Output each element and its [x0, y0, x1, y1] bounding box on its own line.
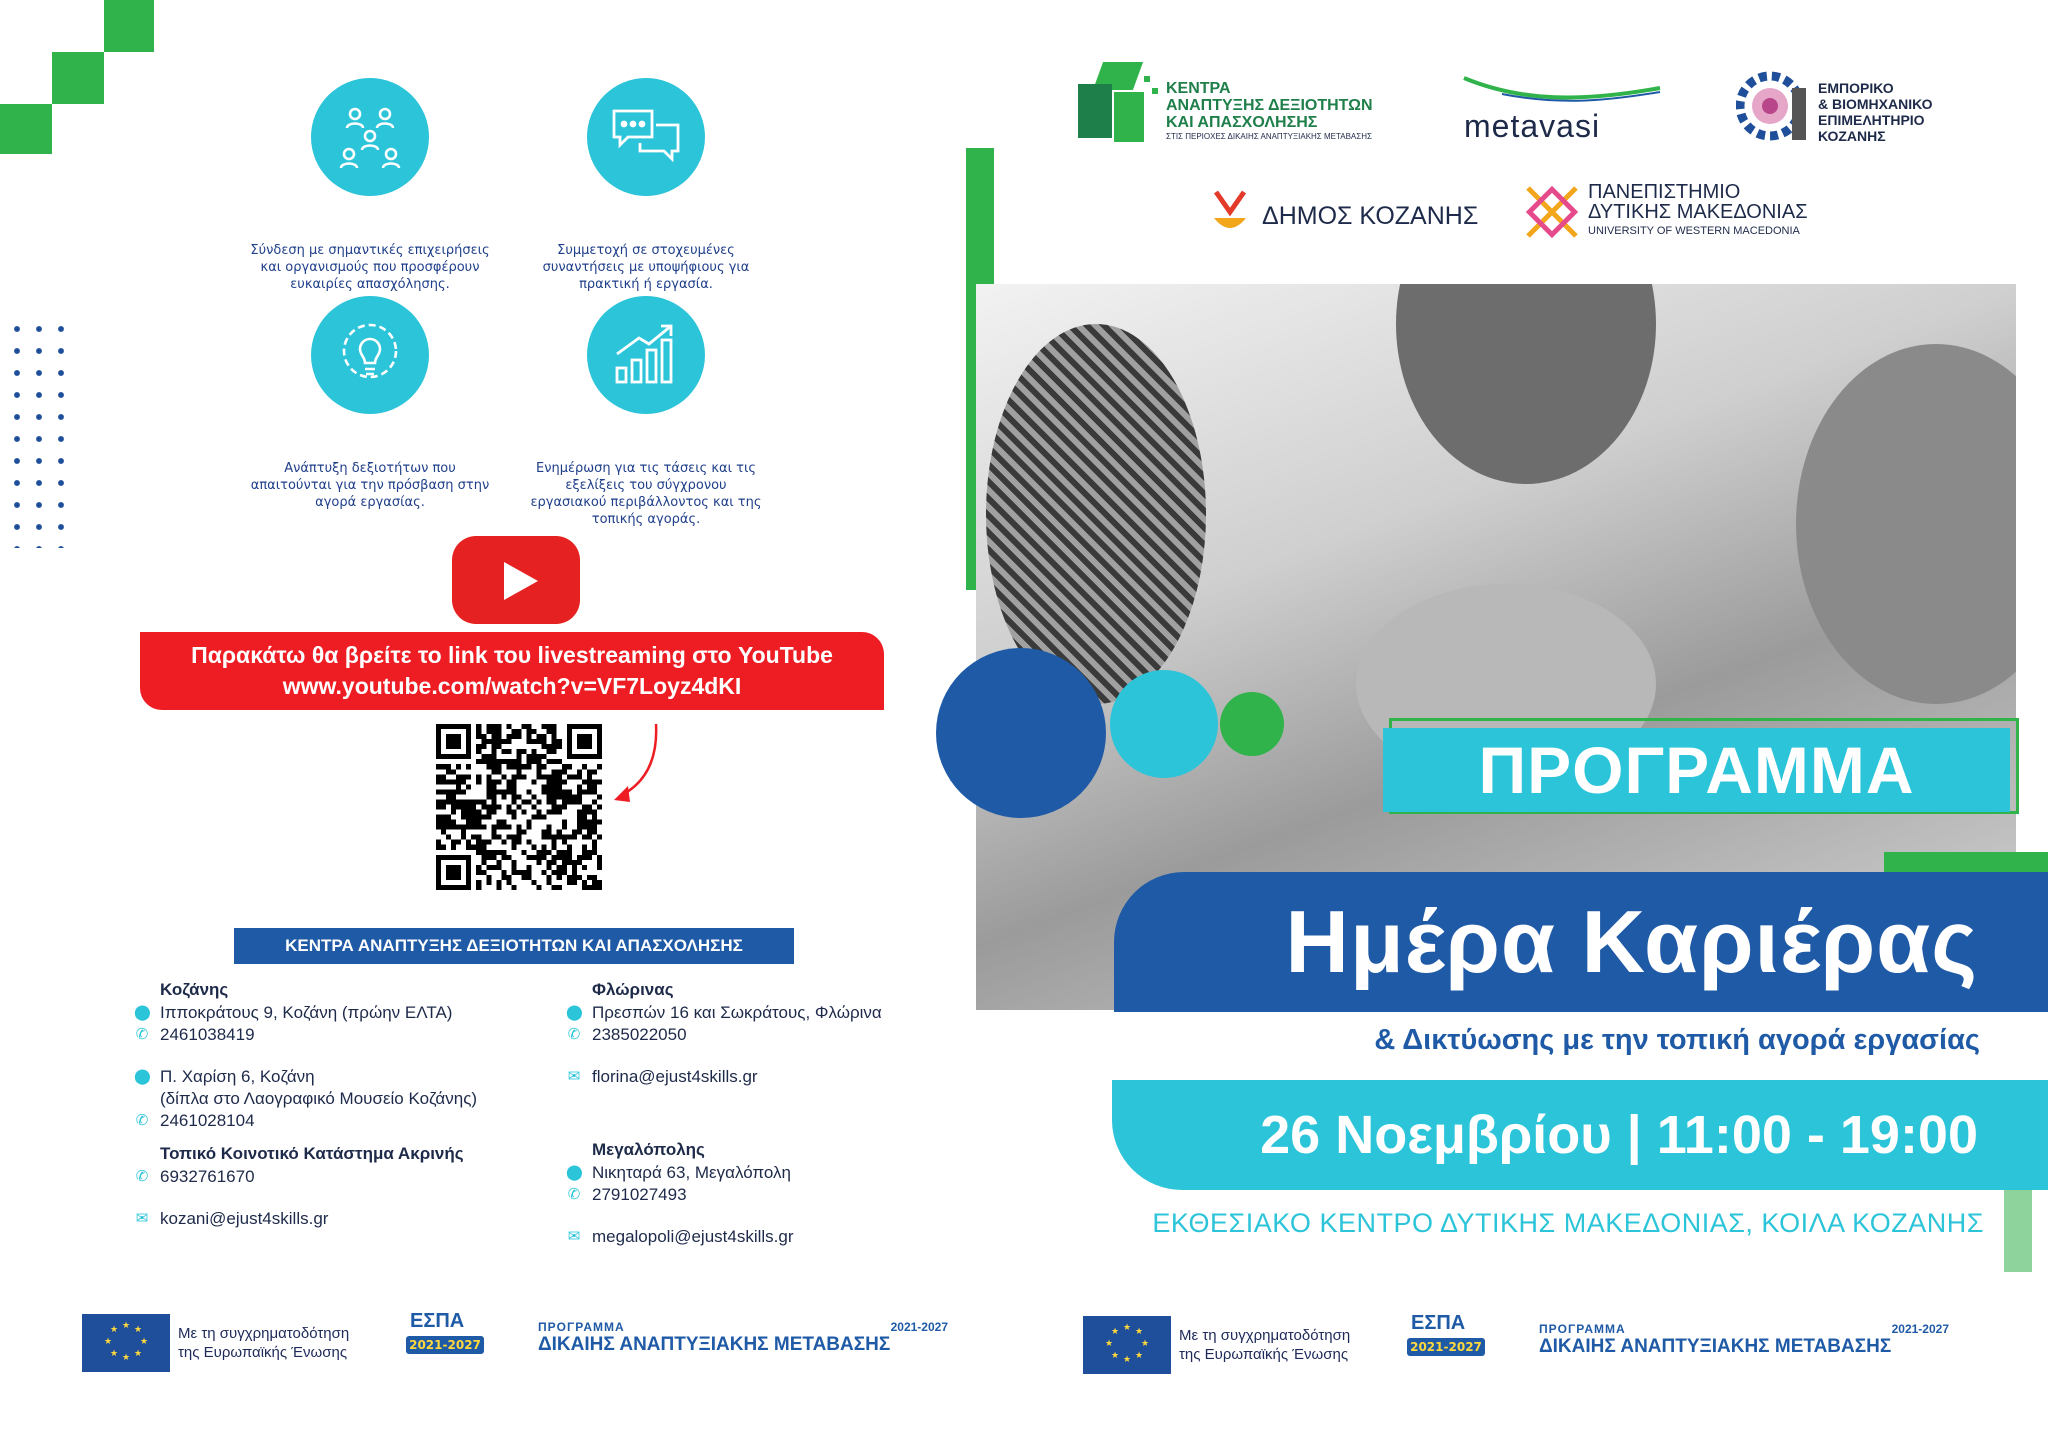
photo-person-shape [1396, 284, 1656, 484]
growth-chart-icon [587, 296, 705, 414]
phone-text: 6932761670 [160, 1167, 255, 1186]
phone-line [132, 1166, 477, 1188]
address-line [132, 1066, 477, 1088]
address-line [564, 1162, 794, 1184]
green-pixel-decoration [104, 0, 154, 52]
event-date-time: 26 Νοεμβρίου | 11:00 - 19:00 [1112, 1080, 2048, 1190]
chamber-line-3: ΕΠΙΜΕΛΗΤΗΡΙΟ [1818, 112, 1925, 128]
eu-line-1: Με τη συγχρηματοδότηση [1179, 1327, 1351, 1344]
espa-logo [1403, 1312, 1491, 1374]
youtube-banner-text: Παρακάτω θα βρείτε το link του livestreaming στο YouTube [191, 642, 833, 668]
phone-line [564, 1184, 794, 1206]
red-arrow-icon [608, 722, 668, 804]
email-text[interactable]: kozani@ejust4skills.gr [160, 1209, 329, 1228]
phone-text: 2385022050 [592, 1025, 687, 1044]
eu-line-1: Με τη συγχρηματοδότηση [178, 1325, 350, 1342]
kad-logo-icon [1078, 62, 1160, 152]
kad-line-3: ΚΑΙ ΑΠΑΣΧΟΛΗΣΗΣ [1166, 114, 1318, 131]
university-logo-text [1588, 182, 1808, 240]
university-emblem-icon [1522, 182, 1582, 242]
dimos-kozanis-logo: ΔΗΜΟΣ ΚΟΖΑΝΗΣ [1262, 202, 1479, 230]
benefit-item [250, 296, 490, 511]
phone-line [132, 1024, 477, 1046]
benefit-item [526, 296, 766, 528]
phone-line [132, 1110, 477, 1132]
program-years: 2021-2027 [1891, 1322, 1949, 1336]
espa-logo [402, 1310, 490, 1372]
chamber-logo-icon [1736, 68, 1810, 144]
chamber-logo-text [1818, 80, 1932, 144]
green-pixel-decoration [0, 104, 52, 154]
email-icon: ✉ [567, 1228, 581, 1245]
email-icon: ✉ [135, 1210, 149, 1227]
eu-flag-icon: ★ ★ ★ ★ ★ ★ ★ ★ [1083, 1316, 1171, 1374]
address-line [132, 1088, 477, 1110]
address-text: Ιπποκράτους 9, Κοζάνη (πρώην ΕΛΤΑ) [160, 1003, 453, 1022]
kad-logo-text [1166, 80, 1373, 143]
metavasi-swoosh-icon [1462, 72, 1662, 108]
program-big: ΔΙΚΑΙΗΣ ΑΝΑΠΤΥΞΙΑΚΗΣ ΜΕΤΑΒΑΣΗΣ [538, 1334, 891, 1355]
eu-funding-text [1179, 1326, 1350, 1364]
green-circle-decoration [1220, 692, 1284, 756]
blue-circle-decoration [936, 648, 1106, 818]
email-line[interactable] [564, 1066, 882, 1088]
program-big: ΔΙΚΑΙΗΣ ΑΝΑΠΤΥΞΙΑΚΗΣ ΜΕΤΑΒΑΣΗΣ [1539, 1336, 1892, 1357]
address-text: Π. Χαρίση 6, Κοζάνη [160, 1067, 315, 1086]
office-name: Φλώρινας [592, 980, 674, 999]
email-text[interactable]: florina@ejust4skills.gr [592, 1067, 758, 1086]
phone-icon: ✆ [135, 1168, 149, 1185]
photo-person-shape [986, 324, 1206, 704]
espa-years: 2021-2027 [1407, 1338, 1485, 1356]
email-text[interactable]: megalopoli@ejust4skills.gr [592, 1227, 794, 1246]
program-title-box [1383, 718, 2028, 820]
eu-flag-icon: ★ ★ ★ ★ ★ ★ ★ ★ [82, 1314, 170, 1372]
kentra-title-bar: ΚΕΝΤΡΑ ΑΝΑΠΤΥΞΗΣ ΔΕΞΙΟΤΗΤΩΝ ΚΑΙ ΑΠΑΣΧΟΛΗΣΗΣ [234, 928, 794, 964]
cyan-circle-decoration [1110, 670, 1218, 778]
location-pin-icon: ⬤ [134, 1004, 151, 1021]
program-title: ΠΡΟΓΡΑΜΜΑ [1383, 728, 2010, 812]
benefit-text: Ανάπτυξη δεξιοτήτων που απαιτούνται για την πρόσβαση στην αγορά εργασίας. [250, 461, 490, 510]
address-line [132, 1002, 477, 1024]
event-title: Ημέρα Καριέρας [1114, 872, 2048, 1012]
email-line[interactable] [132, 1208, 477, 1230]
phone-icon: ✆ [135, 1112, 149, 1129]
eu-funding-text [178, 1324, 349, 1362]
photo-person-shape [1796, 344, 2016, 704]
qr-code-icon [436, 724, 602, 890]
eu-line-2: της Ευρωπαϊκής Ένωσης [1179, 1346, 1349, 1363]
espa-years: 2021-2027 [406, 1336, 484, 1354]
phone-text: 2791027493 [592, 1185, 687, 1204]
address-text: (δίπλα στο Λαογραφικό Μουσείο Κοζάνης) [160, 1089, 478, 1108]
program-logo [538, 1320, 948, 1356]
chat-bubbles-icon [587, 78, 705, 196]
uni-line-2: ΔΥΤΙΚΗΣ ΜΑΚΕΔΟΝΙΑΣ [1588, 201, 1808, 223]
lightbulb-gear-icon [311, 296, 429, 414]
program-small: ΠΡΟΓΡΑΜΜΑ [1539, 1322, 1626, 1336]
metavasi-logo: metavasi [1464, 108, 1601, 144]
youtube-livestream-banner[interactable] [140, 632, 884, 710]
funding-footer [82, 1310, 952, 1376]
uni-line-1: ΠΑΝΕΠΙΣΤΗΜΙΟ [1588, 181, 1741, 203]
location-pin-icon: ⬤ [566, 1164, 583, 1181]
kad-sub: ΣΤΙΣ ΠΕΡΙΟΧΕΣ ΔΙΚΑΙΗΣ ΑΝΑΠΤΥΞΙΑΚΗΣ ΜΕΤΑΒΑΣΗΣ [1166, 132, 1372, 141]
green-pixel-decoration [52, 52, 104, 104]
espa-text: ΕΣΠΑ [1411, 1312, 1466, 1334]
phone-line [564, 1024, 882, 1046]
uni-line-3: UNIVERSITY OF WESTERN MACEDONIA [1588, 225, 1800, 237]
phone-icon: ✆ [567, 1026, 581, 1043]
espa-text: ΕΣΠΑ [410, 1310, 465, 1332]
address-text: Πρεσπών 16 και Σωκράτους, Φλώρινα [592, 1003, 882, 1022]
youtube-link[interactable]: www.youtube.com/watch?v=VF7Loyz4dKI [282, 673, 742, 699]
green-stripe [1884, 852, 2048, 872]
dimos-kozanis-emblem-icon [1212, 188, 1248, 238]
network-people-icon [311, 78, 429, 196]
email-icon: ✉ [567, 1068, 581, 1085]
location-pin-icon: ⬤ [566, 1004, 583, 1021]
benefit-text: Σύνδεση με σημαντικές επιχειρήσεις και οργανισμούς που προσφέρουν ευκαιρίες απασχόλησης. [250, 243, 490, 292]
phone-icon: ✆ [567, 1186, 581, 1203]
phone-text: 2461028104 [160, 1111, 255, 1130]
program-small: ΠΡΟΓΡΑΜΜΑ [538, 1320, 625, 1334]
benefit-text: Συμμετοχή σε στοχευμένες συναντήσεις με υποψήφιους για πρακτική ή εργασία. [542, 243, 750, 292]
address-line [564, 1002, 882, 1024]
chamber-line-1: ΕΜΠΟΡΙΚΟ [1818, 80, 1894, 96]
location-pin-icon: ⬤ [134, 1068, 151, 1085]
address-text: Νικηταρά 63, Μεγαλόπολη [592, 1163, 791, 1182]
kad-line-2: ΑΝΑΠΤΥΞΗΣ ΔΕΞΙΟΤΗΤΩΝ [1166, 97, 1373, 114]
eu-line-2: της Ευρωπαϊκής Ένωσης [178, 1344, 348, 1361]
program-logo [1539, 1322, 1949, 1358]
youtube-play-icon[interactable] [452, 536, 580, 624]
office-name: Τοπικό Κοινοτικό Κατάστημα Ακρινής [160, 1144, 464, 1163]
program-years: 2021-2027 [890, 1320, 948, 1334]
chamber-line-4: ΚΟΖΑΝΗΣ [1818, 128, 1886, 144]
event-venue: ΕΚΘΕΣΙΑΚΟ ΚΕΝΤΡΟ ΔΥΤΙΚΗΣ ΜΑΚΕΔΟΝΙΑΣ, ΚΟΙΛΑ ΚΟΖΑΝΗΣ [1152, 1208, 1984, 1238]
benefit-item [250, 78, 490, 293]
phone-text: 2461038419 [160, 1025, 255, 1044]
email-line[interactable] [564, 1226, 794, 1248]
office-megalopoli [564, 1140, 794, 1248]
office-name: Μεγαλόπολης [592, 1140, 705, 1159]
kad-line-1: ΚΕΝΤΡΑ [1166, 80, 1231, 97]
event-subtitle: & Δικτύωσης με την τοπική αγορά εργασίας [1374, 1024, 1980, 1056]
office-florina [564, 980, 882, 1088]
office-name: Κοζάνης [160, 980, 229, 999]
chamber-line-2: & ΒΙΟΜΗΧΑΝΙΚΟ [1818, 96, 1933, 112]
benefit-item [526, 78, 766, 293]
phone-icon: ✆ [135, 1026, 149, 1043]
office-kozani [132, 980, 477, 1230]
dot-grid-decoration [6, 318, 70, 548]
benefit-text: Ενημέρωση για τις τάσεις και τις εξελίξεις του σύγχρονου εργασιακού περιβάλλοντος και της τοπικής αγοράς. [530, 461, 762, 527]
funding-footer [1083, 1312, 1953, 1378]
